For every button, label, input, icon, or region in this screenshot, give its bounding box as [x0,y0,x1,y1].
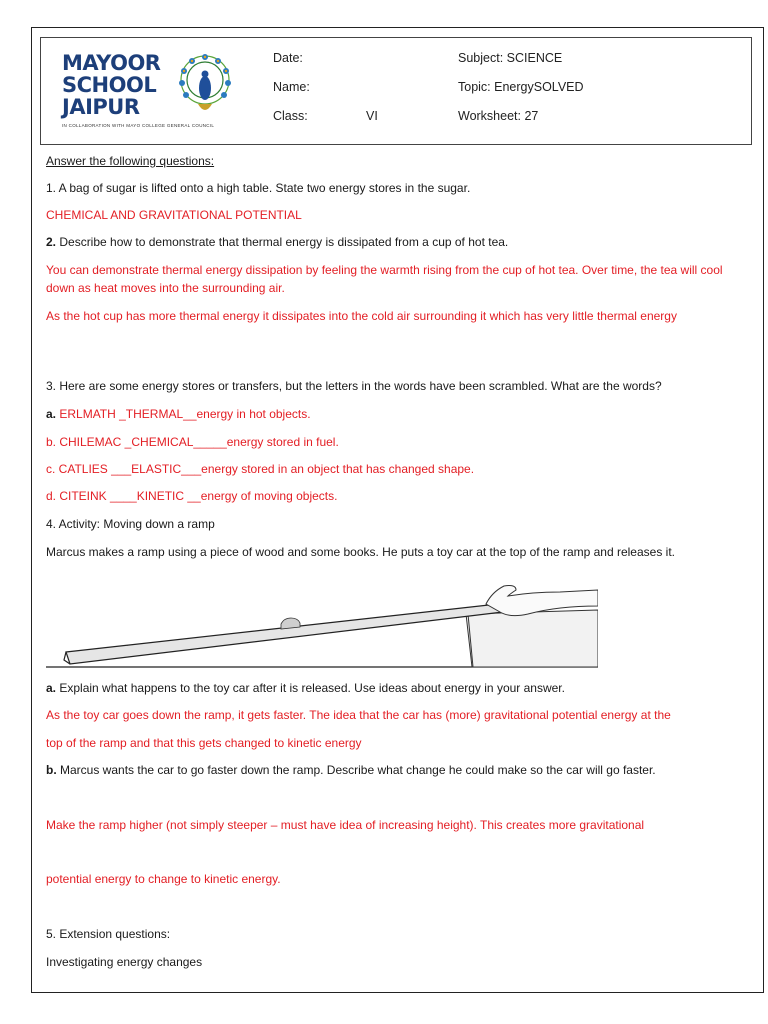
question-4b [46,763,656,777]
question-3d: d. CITEINK ____KINETIC __energy of moving objects. [46,489,338,503]
question-3: 3. Here are some energy stores or transfers, but the letters in the words have been scrambled. What are the words? [46,379,662,393]
question-2-number: 2. [46,235,57,249]
name-label: Name: [273,80,310,94]
question-4a [46,681,565,695]
question-5-subheading: Investigating energy changes [46,955,203,969]
worksheet-number: Worksheet: 27 [458,109,539,123]
class-value: VI [366,109,378,123]
answer-4b-line-1: Make the ramp higher (not simply steeper – must have idea of increasing height). This creates more gravitational [46,818,645,832]
question-4a-label: a. [46,681,57,695]
question-4b-text: Marcus wants the car to go faster down the ramp. Describe what change he could make so the car will go faster. [56,763,656,777]
logo-line-1: MAYOOR [62,51,161,75]
ramp-illustration [46,570,598,674]
question-4b-label: b. [46,763,57,777]
question-4-heading: 4. Activity: Moving down a ramp [46,517,215,531]
question-3a-answer: ERLMATH _THERMAL__energy in hot objects. [56,407,311,421]
logo-line-3: JAIPUR [62,95,140,119]
question-3b: b. CHILEMAC _CHEMICAL_____energy stored in fuel. [46,435,339,449]
section-heading: Answer the following questions: [46,154,215,168]
question-3c: c. CATLIES ___ELASTIC___energy stored in an object that has changed shape. [46,462,475,476]
logo-tagline: IN COLLABORATION WITH MAYO COLLEGE GENERAL COUNCIL [62,123,215,128]
answer-2-paragraph-1: You can demonstrate thermal energy dissipation by feeling the warmth rising from the cup of hot tea. Over time, the tea will cool down as heat moves into the surrounding air. [46,263,723,295]
page-border [31,27,764,993]
answer-2-paragraph-2: As the hot cup has more thermal energy it dissipates into the cold air surrounding it which has very little thermal energy [46,309,677,323]
answer-4a-line-1: As the toy car goes down the ramp, it gets faster. The idea that the car has (more) gravitational potential energy at the [46,708,671,722]
subject-field: Subject: SCIENCE [458,51,563,65]
class-label: Class: [273,109,308,123]
question-2-text: Describe how to demonstrate that thermal energy is dissipated from a cup of hot tea. [56,235,509,249]
question-3a [46,407,311,421]
peacock-icon [174,50,236,120]
answer-1: CHEMICAL AND GRAVITATIONAL POTENTIAL [46,208,302,222]
question-1: 1. A bag of sugar is lifted onto a high table. State two energy stores in the sugar. [46,181,471,195]
question-4-intro: Marcus makes a ramp using a piece of wood and some books. He puts a toy car at the top of the ramp and releases it. [46,545,675,559]
question-3a-label: a. [46,407,57,421]
question-2 [46,235,508,249]
school-logo [62,50,242,134]
logo-line-2: SCHOOL [62,73,157,97]
question-5-heading: 5. Extension questions: [46,927,171,941]
date-label: Date: [273,51,303,65]
question-4a-text: Explain what happens to the toy car after it is released. Use ideas about energy in your answer. [56,681,565,695]
answer-4a-line-2: top of the ramp and that this gets changed to kinetic energy [46,736,362,750]
topic-field: Topic: EnergySOLVED [458,80,584,94]
answer-4b-line-2: potential energy to change to kinetic energy. [46,872,281,886]
